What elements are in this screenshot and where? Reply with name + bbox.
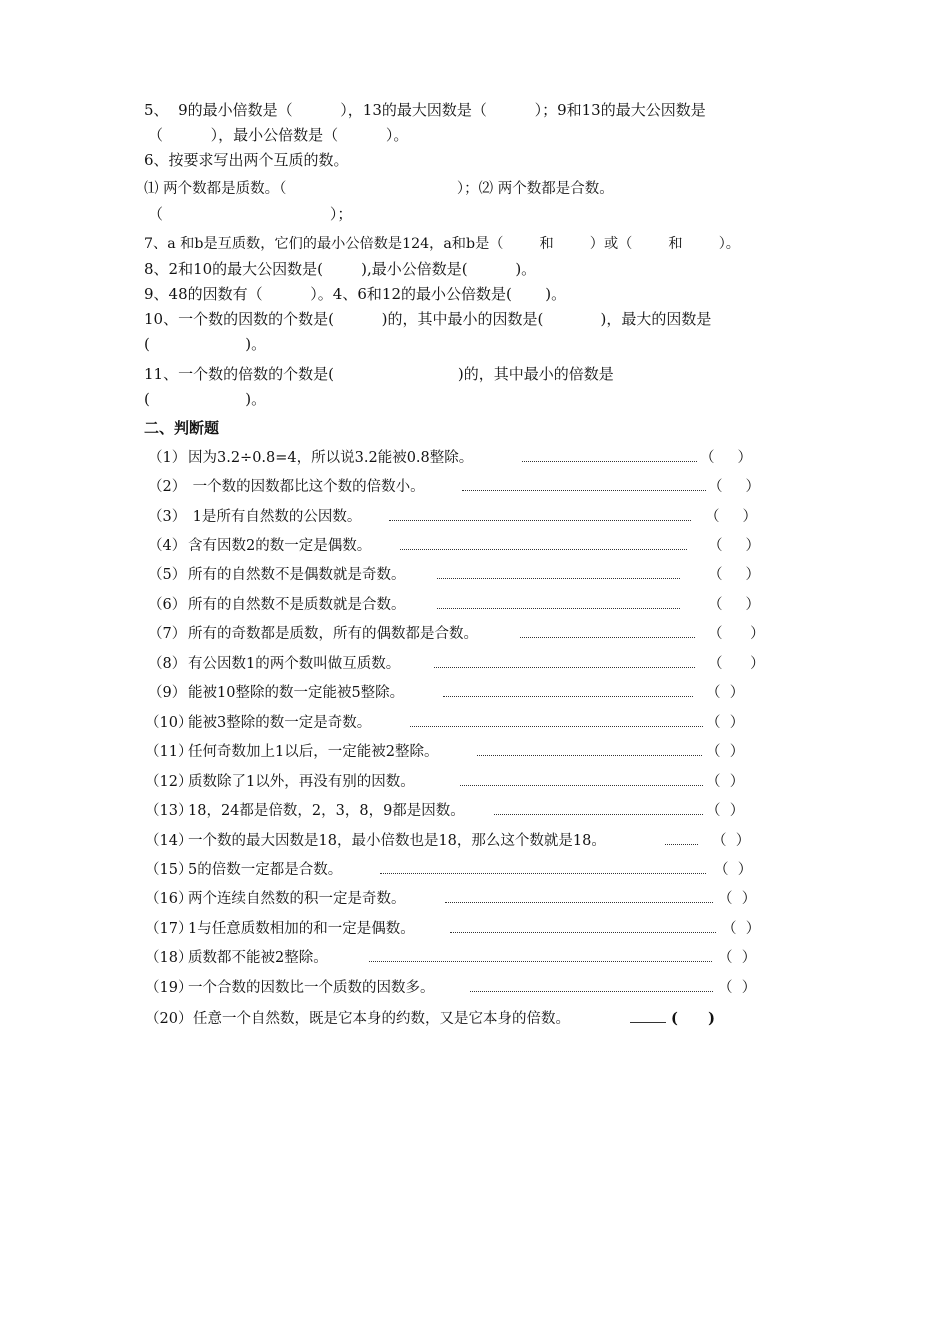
answer-blank[interactable]: （ ） — [706, 803, 745, 819]
leader-dots — [389, 520, 691, 521]
leader-dots — [400, 549, 687, 550]
list-item — [0, 711, 950, 735]
question-8: 8、2和10的最大公因数是( ),最小公倍数是( )。 — [144, 260, 537, 278]
item-text: 因为3.2÷0.8=4，所以说3.2能被0.8整除。 — [188, 450, 474, 466]
item-text: 1与任意质数相加的和一定是偶数。 — [188, 921, 415, 937]
item-text: 一个数的因数都比这个数的倍数小。 — [188, 479, 425, 495]
item-text: 任意一个自然数，既是它本身的约数，又是它本身的倍数。 — [193, 1011, 570, 1027]
question-5-line-1: 5、 9的最小倍数是（ ），13的最大因数是（ ）；9和13的最大公因数是 — [144, 101, 706, 119]
leader-dots — [434, 667, 695, 668]
leader-dots — [450, 932, 716, 933]
leader-dots — [470, 991, 713, 992]
item-text: 所有的自然数不是偶数就是奇数。 — [188, 567, 406, 583]
item-text: 质数都不能被2整除。 — [188, 950, 328, 966]
item-text: 有公因数1的两个数叫做互质数。 — [188, 656, 401, 672]
answer-blank[interactable]: （ ） — [718, 891, 757, 907]
list-item — [0, 563, 950, 587]
leader-dots — [462, 490, 706, 491]
list-item — [0, 740, 950, 764]
leader-dots — [410, 726, 703, 727]
answer-blank[interactable]: （ ） — [722, 921, 761, 937]
answer-blank[interactable]: （ ） — [708, 538, 761, 554]
answer-blank[interactable]: （ ） — [705, 509, 758, 525]
answer-blank[interactable]: （ ） — [714, 862, 753, 878]
list-item — [0, 475, 950, 499]
answer-blank[interactable]: ( ) — [671, 1010, 716, 1027]
item-number: （7） — [148, 626, 187, 642]
item-number: （20） — [145, 1011, 193, 1027]
answer-blank[interactable]: （ ） — [700, 450, 753, 466]
item-number: （1） — [148, 450, 187, 466]
item-number: （8） — [148, 656, 187, 672]
leader-dots — [369, 961, 712, 962]
list-item — [0, 505, 950, 529]
item-number: （13） — [145, 803, 193, 819]
leader-dots — [460, 785, 703, 786]
item-number: （17） — [145, 921, 193, 937]
item-text: 所有的奇数都是质数，所有的偶数都是合数。 — [188, 626, 478, 642]
question-9: 9、48的因数有（ ）。4、6和12的最小公倍数是( )。 — [144, 285, 567, 303]
item-text: 一个数的最大因数是18，最小倍数也是18，那么这个数就是18。 — [188, 833, 606, 849]
question-6-part-1: ⑴ 两个数都是质数。（ ）；⑵ 两个数都是合数。 — [144, 181, 614, 197]
answer-blank[interactable]: （ ） — [718, 950, 757, 966]
answer-blank[interactable]: （ ） — [708, 479, 761, 495]
item-number: （4） — [148, 538, 187, 554]
item-text: 能被3整除的数一定是奇数。 — [188, 715, 372, 731]
item-number: （3） — [148, 509, 187, 525]
leader-dots — [477, 755, 702, 756]
item-text: 5的倍数一定都是合数。 — [188, 862, 343, 878]
question-10-line-2: ( )。 — [144, 335, 267, 353]
leader-dots — [437, 608, 680, 609]
item-text: 18，24都是倍数，2，3，8，9都是因数。 — [188, 803, 465, 819]
answer-blank[interactable]: （ ） — [706, 685, 745, 701]
list-item — [0, 446, 950, 470]
item-number: （16） — [145, 891, 193, 907]
list-item — [0, 1007, 950, 1031]
list-item — [0, 652, 950, 676]
leader-dots — [494, 814, 703, 815]
item-text: 质数除了1以外，再没有别的因数。 — [188, 774, 415, 790]
leader-dots — [630, 1022, 666, 1023]
question-6-part-2: （ ）； — [148, 205, 353, 223]
answer-blank[interactable]: （ ） — [708, 567, 761, 583]
question-10-line-1: 10、一个数的因数的个数是( )的，其中最小的因数是( )，最大的因数是 — [144, 310, 712, 328]
question-7: 7、a 和b是互质数，它们的最小公倍数是124，a和b是（ 和 ）或（ 和 ）。 — [144, 236, 740, 252]
answer-blank[interactable]: （ ） — [706, 774, 745, 790]
question-11-line-1: 11、一个数的倍数的个数是( )的，其中最小的倍数是 — [144, 365, 614, 383]
item-number: （2） — [148, 479, 187, 495]
list-item — [0, 770, 950, 794]
item-text: 任何奇数加上1以后，一定能被2整除。 — [188, 744, 439, 760]
list-item — [0, 622, 950, 646]
answer-blank[interactable]: （ ） — [706, 744, 745, 760]
item-text: 1是所有自然数的公因数。 — [188, 509, 362, 525]
question-6-title: 6、按要求写出两个互质的数。 — [144, 151, 349, 169]
question-5-line-2: （ ），最小公倍数是（ ）。 — [148, 126, 409, 144]
item-number: （9） — [148, 685, 187, 701]
answer-blank[interactable]: （ ） — [718, 980, 757, 996]
answer-blank[interactable]: （ ） — [708, 626, 765, 642]
item-number: （5） — [148, 567, 187, 583]
item-text: 含有因数2的数一定是偶数。 — [188, 538, 372, 554]
item-number: （15） — [145, 862, 193, 878]
leader-dots — [443, 696, 693, 697]
list-item — [0, 593, 950, 617]
list-item — [0, 976, 950, 1000]
item-text: 两个连续自然数的积一定是奇数。 — [188, 891, 406, 907]
item-number: （10） — [145, 715, 193, 731]
section-title-judgment: 二、判断题 — [144, 419, 220, 437]
leader-dots — [437, 578, 680, 579]
item-text: 一个合数的因数比一个质数的因数多。 — [188, 980, 435, 996]
item-number: （6） — [148, 597, 187, 613]
list-item — [0, 858, 950, 882]
item-number: （11） — [145, 744, 193, 760]
list-item — [0, 799, 950, 823]
answer-blank[interactable]: （ ） — [706, 715, 745, 731]
list-item — [0, 681, 950, 705]
leader-dots — [522, 461, 697, 462]
answer-blank[interactable]: （ ） — [708, 656, 765, 672]
list-item — [0, 534, 950, 558]
item-text: 所有的自然数不是质数就是合数。 — [188, 597, 406, 613]
list-item — [0, 887, 950, 911]
item-number: （12） — [145, 774, 193, 790]
answer-blank[interactable]: （ ） — [708, 597, 761, 613]
item-text: 能被10整除的数一定能被5整除。 — [188, 685, 405, 701]
list-item — [0, 917, 950, 941]
leader-dots — [380, 873, 706, 874]
leader-dots — [665, 844, 698, 845]
answer-blank[interactable]: （ ） — [712, 833, 751, 849]
list-item — [0, 946, 950, 970]
leader-dots — [445, 902, 713, 903]
item-number: （19） — [145, 980, 193, 996]
question-11-line-2: ( )。 — [144, 390, 267, 408]
item-number: （18） — [145, 950, 193, 966]
list-item — [0, 829, 950, 853]
leader-dots — [520, 637, 695, 638]
item-number: （14） — [145, 833, 193, 849]
